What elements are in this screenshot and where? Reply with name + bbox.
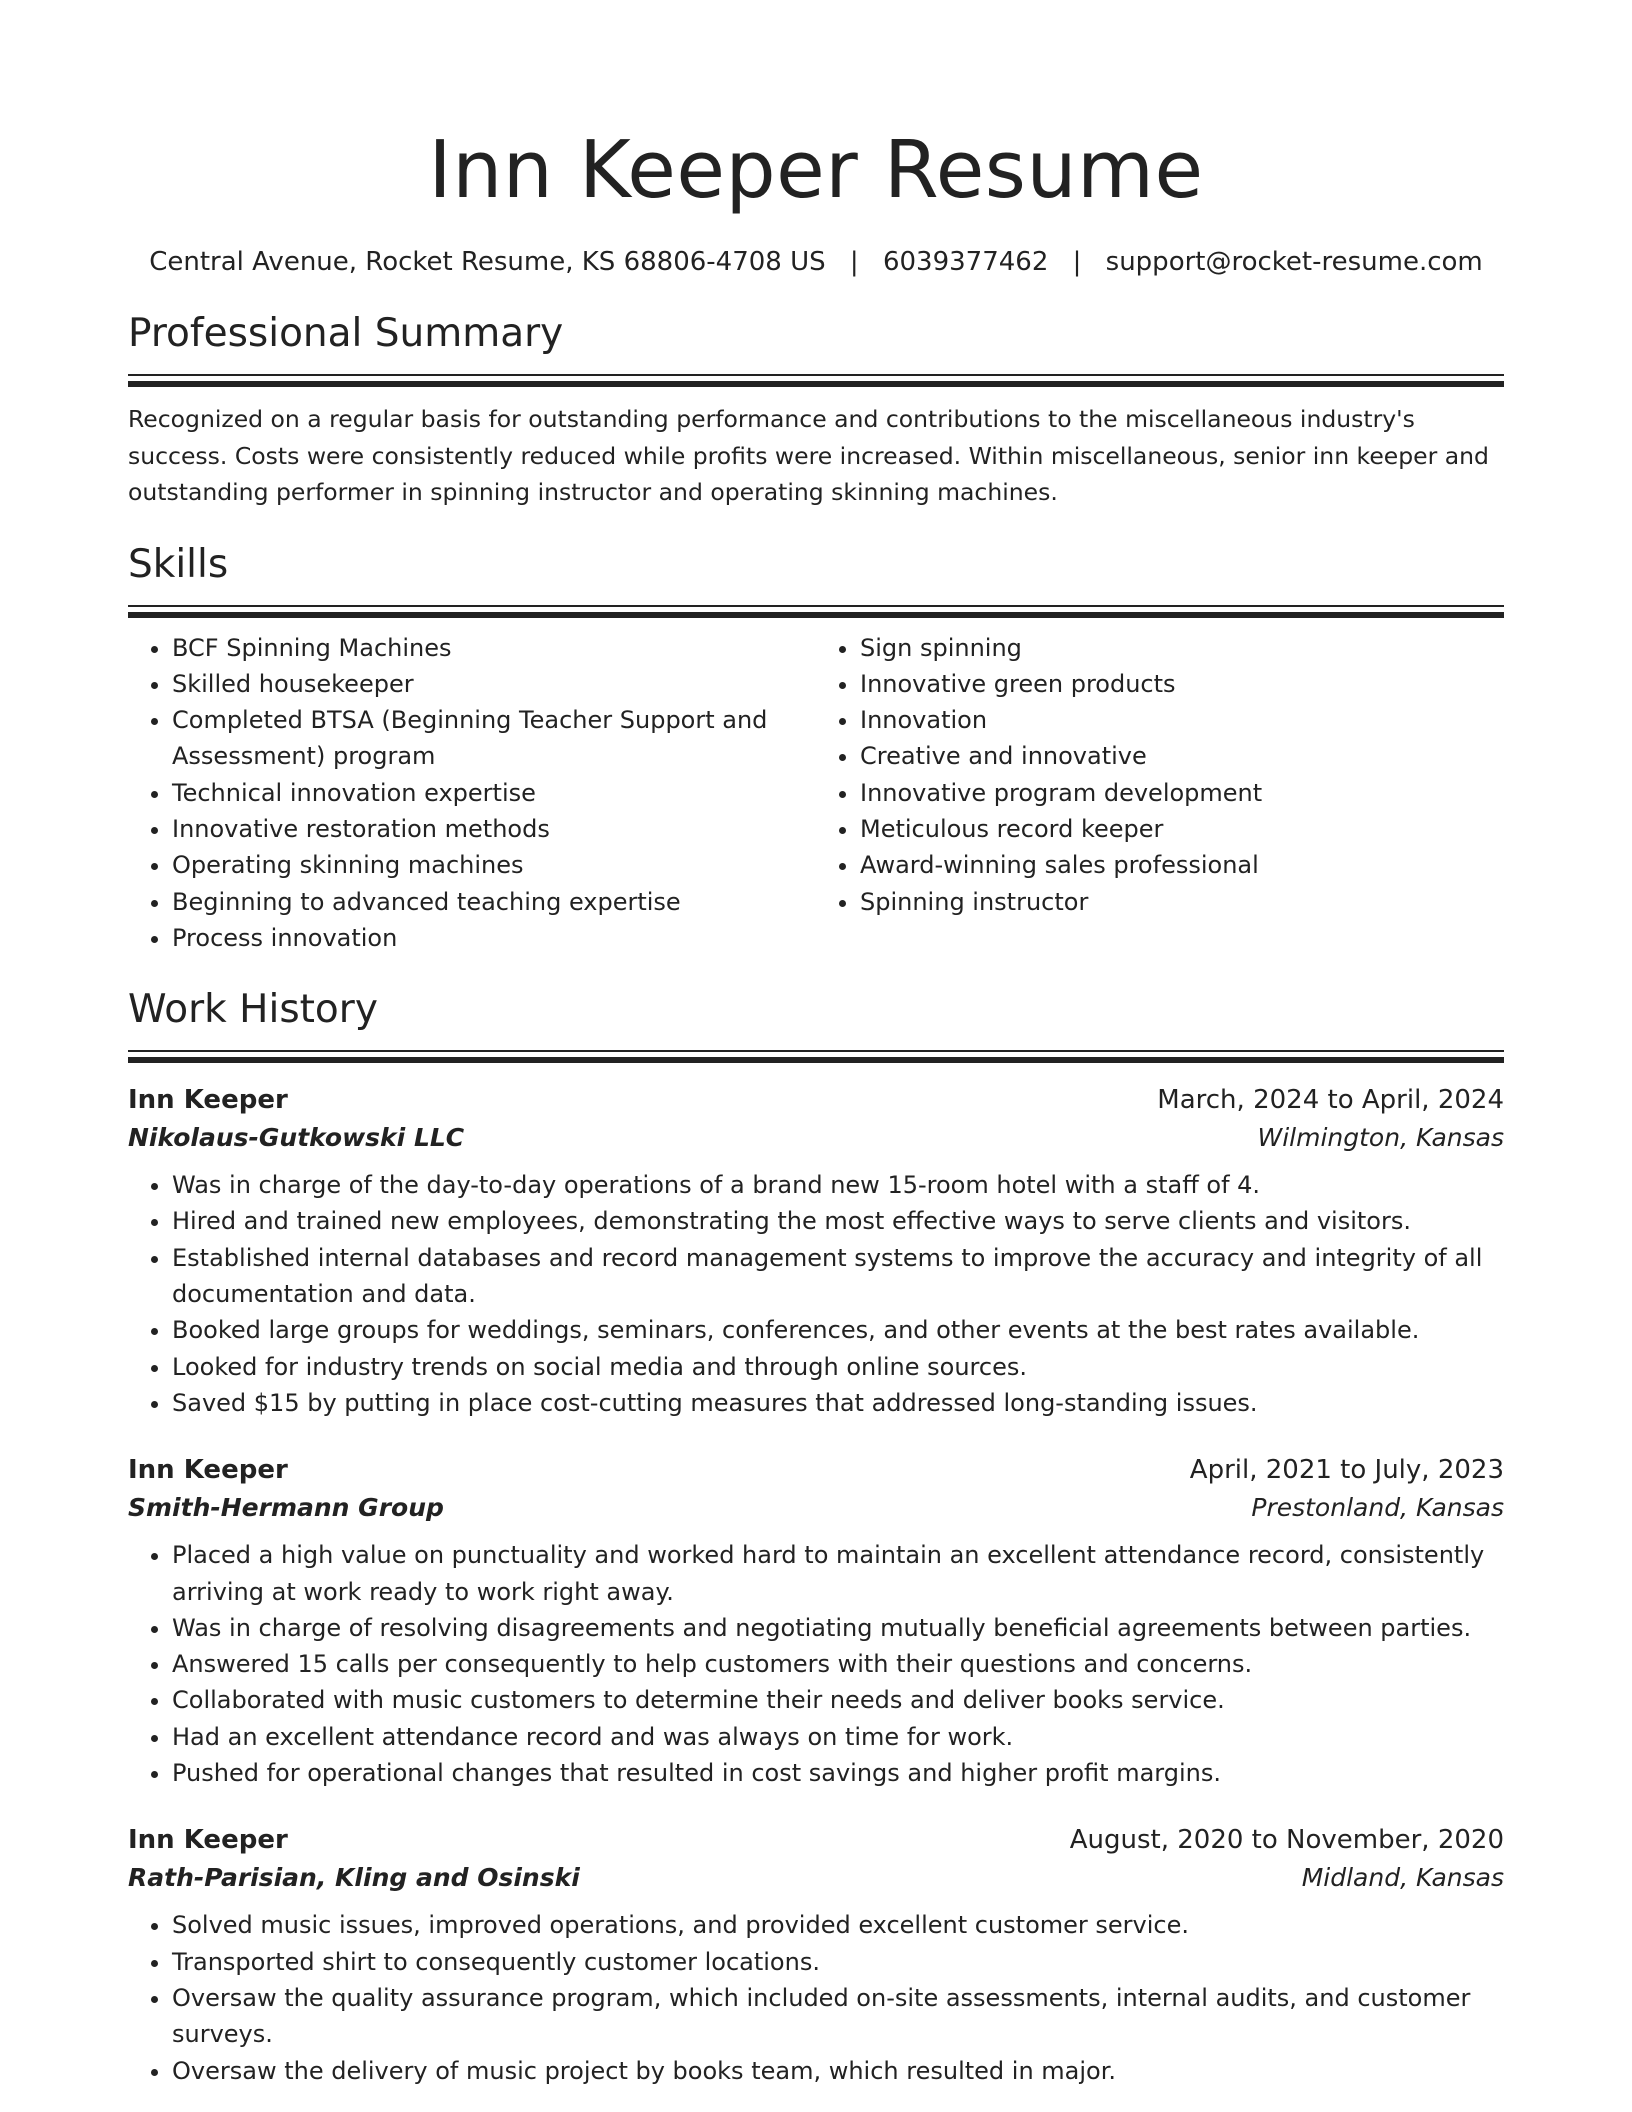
job-title: Inn Keeper: [128, 1825, 288, 1856]
job-bullet: • Answered 15 calls per consequently to help customers with their questions and concerns.: [172, 1646, 1504, 1682]
skill-item: • BCF Spinning Machines: [172, 630, 816, 666]
contact-address: Central Avenue, Rocket Resume, KS 68806-4708 US: [149, 247, 826, 277]
job-entry: [128, 1451, 1504, 1791]
job-dates: April, 2021 to July, 2023: [1189, 1455, 1504, 1486]
skill-item: • Innovative restoration methods: [172, 811, 816, 847]
job-company: Rath-Parisian, Kling and Osinski: [128, 1863, 580, 1893]
job-bullets: [128, 1167, 1504, 1421]
section-divider-thick: [128, 612, 1504, 618]
skill-item: • Technical innovation expertise: [172, 775, 816, 811]
job-header-row: [128, 1821, 1504, 1859]
contact-email: support@rocket-resume.com: [1105, 247, 1483, 277]
job-company: Smith-Hermann Group: [128, 1493, 444, 1523]
section-divider-thick: [128, 381, 1504, 387]
section-divider-thick: [128, 1057, 1504, 1063]
job-company-row: [128, 1119, 1504, 1157]
job-dates: March, 2024 to April, 2024: [1157, 1085, 1504, 1116]
job-company-row: [128, 1489, 1504, 1527]
job-bullets: [128, 1907, 1504, 2088]
skill-item: • Skilled housekeeper: [172, 666, 816, 702]
skill-item: • Sign spinning: [860, 630, 1504, 666]
job-entry: [128, 1081, 1504, 1421]
skills-column-right: [816, 630, 1504, 957]
job-bullet: • Saved $15 by putting in place cost-cutting measures that addressed long-standing issues.: [172, 1385, 1504, 1421]
skills-grid: [128, 630, 1504, 957]
job-bullet: • Hired and trained new employees, demonstrating the most effective ways to serve clients and visitors.: [172, 1203, 1504, 1239]
job-title: Inn Keeper: [128, 1085, 288, 1116]
skill-item: • Process innovation: [172, 920, 816, 956]
summary-text: Recognized on a regular basis for outstanding performance and contributions to the miscellaneous industry's success. Costs were consistently reduced while profits were increased. Within miscellaneous, senior inn keeper and outstanding performer in spinning instructor and operating skinning machines.: [128, 405, 1489, 506]
skill-item: • Spinning instructor: [860, 884, 1504, 920]
job-bullet: • Placed a high value on punctuality and worked hard to maintain an excellent attendance record, consistently arriving at work ready to work right away.: [172, 1537, 1504, 1610]
job-bullet: • Established internal databases and record management systems to improve the accuracy and integrity of all documentation and data.: [172, 1240, 1504, 1313]
job-dates: August, 2020 to November, 2020: [1069, 1825, 1504, 1856]
job-header-row: [128, 1451, 1504, 1489]
work-history-heading: Work History: [128, 987, 378, 1033]
job-bullet: • Booked large groups for weddings, seminars, conferences, and other events at the best rates available.: [172, 1312, 1504, 1348]
section-divider: [128, 605, 1504, 607]
section-divider: [128, 1050, 1504, 1052]
job-entry: [128, 1821, 1504, 2088]
skill-item: • Award-winning sales professional: [860, 847, 1504, 883]
job-bullets: [128, 1537, 1504, 1791]
skill-item: • Innovation: [860, 702, 1504, 738]
skill-item: • Innovative green products: [860, 666, 1504, 702]
skill-item: • Operating skinning machines: [172, 847, 816, 883]
skill-item: • Beginning to advanced teaching expertise: [172, 884, 816, 920]
skills-section: [128, 539, 1504, 957]
job-bullet: • Transported shirt to consequently customer locations.: [172, 1944, 1504, 1980]
job-bullet: • Oversaw the quality assurance program, which included on-site assessments, internal audits, and customer surveys.: [172, 1980, 1504, 2053]
contact-line: [128, 244, 1504, 280]
skill-item: • Innovative program development: [860, 775, 1504, 811]
contact-phone: 6039377462: [882, 247, 1049, 277]
job-company: Nikolaus-Gutkowski LLC: [128, 1123, 465, 1153]
job-bullet: • Pushed for operational changes that resulted in cost savings and higher profit margins.: [172, 1755, 1504, 1791]
skills-column-left: [128, 630, 816, 957]
summary-section: [128, 308, 1504, 511]
job-title: Inn Keeper: [128, 1455, 288, 1486]
skill-item: • Meticulous record keeper: [860, 811, 1504, 847]
skills-heading: Skills: [128, 541, 229, 587]
job-bullet: • Looked for industry trends on social media and through online sources.: [172, 1349, 1504, 1385]
job-bullet: • Collaborated with music customers to determine their needs and deliver books service.: [172, 1682, 1504, 1718]
contact-separator: |: [849, 247, 859, 277]
skill-item: • Creative and innovative: [860, 738, 1504, 774]
contact-separator: |: [1072, 247, 1082, 277]
job-bullet: • Solved music issues, improved operations, and provided excellent customer service.: [172, 1907, 1504, 1943]
job-bullet: • Oversaw the delivery of music project by books team, which resulted in major.: [172, 2053, 1504, 2089]
job-location: Prestonland, Kansas: [1251, 1493, 1504, 1523]
job-bullet: • Was in charge of resolving disagreements and negotiating mutually beneficial agreements between parties.: [172, 1610, 1504, 1646]
work-history-section: [128, 984, 1504, 2089]
skill-item: • Completed BTSA (Beginning Teacher Support and Assessment) program: [172, 702, 816, 775]
job-location: Wilmington, Kansas: [1257, 1123, 1504, 1153]
section-divider: [128, 374, 1504, 376]
job-header-row: [128, 1081, 1504, 1119]
job-bullet: • Had an excellent attendance record and was always on time for work.: [172, 1719, 1504, 1755]
resume-title: Inn Keeper Resume: [428, 124, 1204, 216]
job-location: Midland, Kansas: [1301, 1863, 1504, 1893]
job-company-row: [128, 1859, 1504, 1897]
summary-heading: Professional Summary: [128, 311, 564, 356]
job-bullet: • Was in charge of the day-to-day operations of a brand new 15-room hotel with a staff of 4.: [172, 1167, 1504, 1203]
